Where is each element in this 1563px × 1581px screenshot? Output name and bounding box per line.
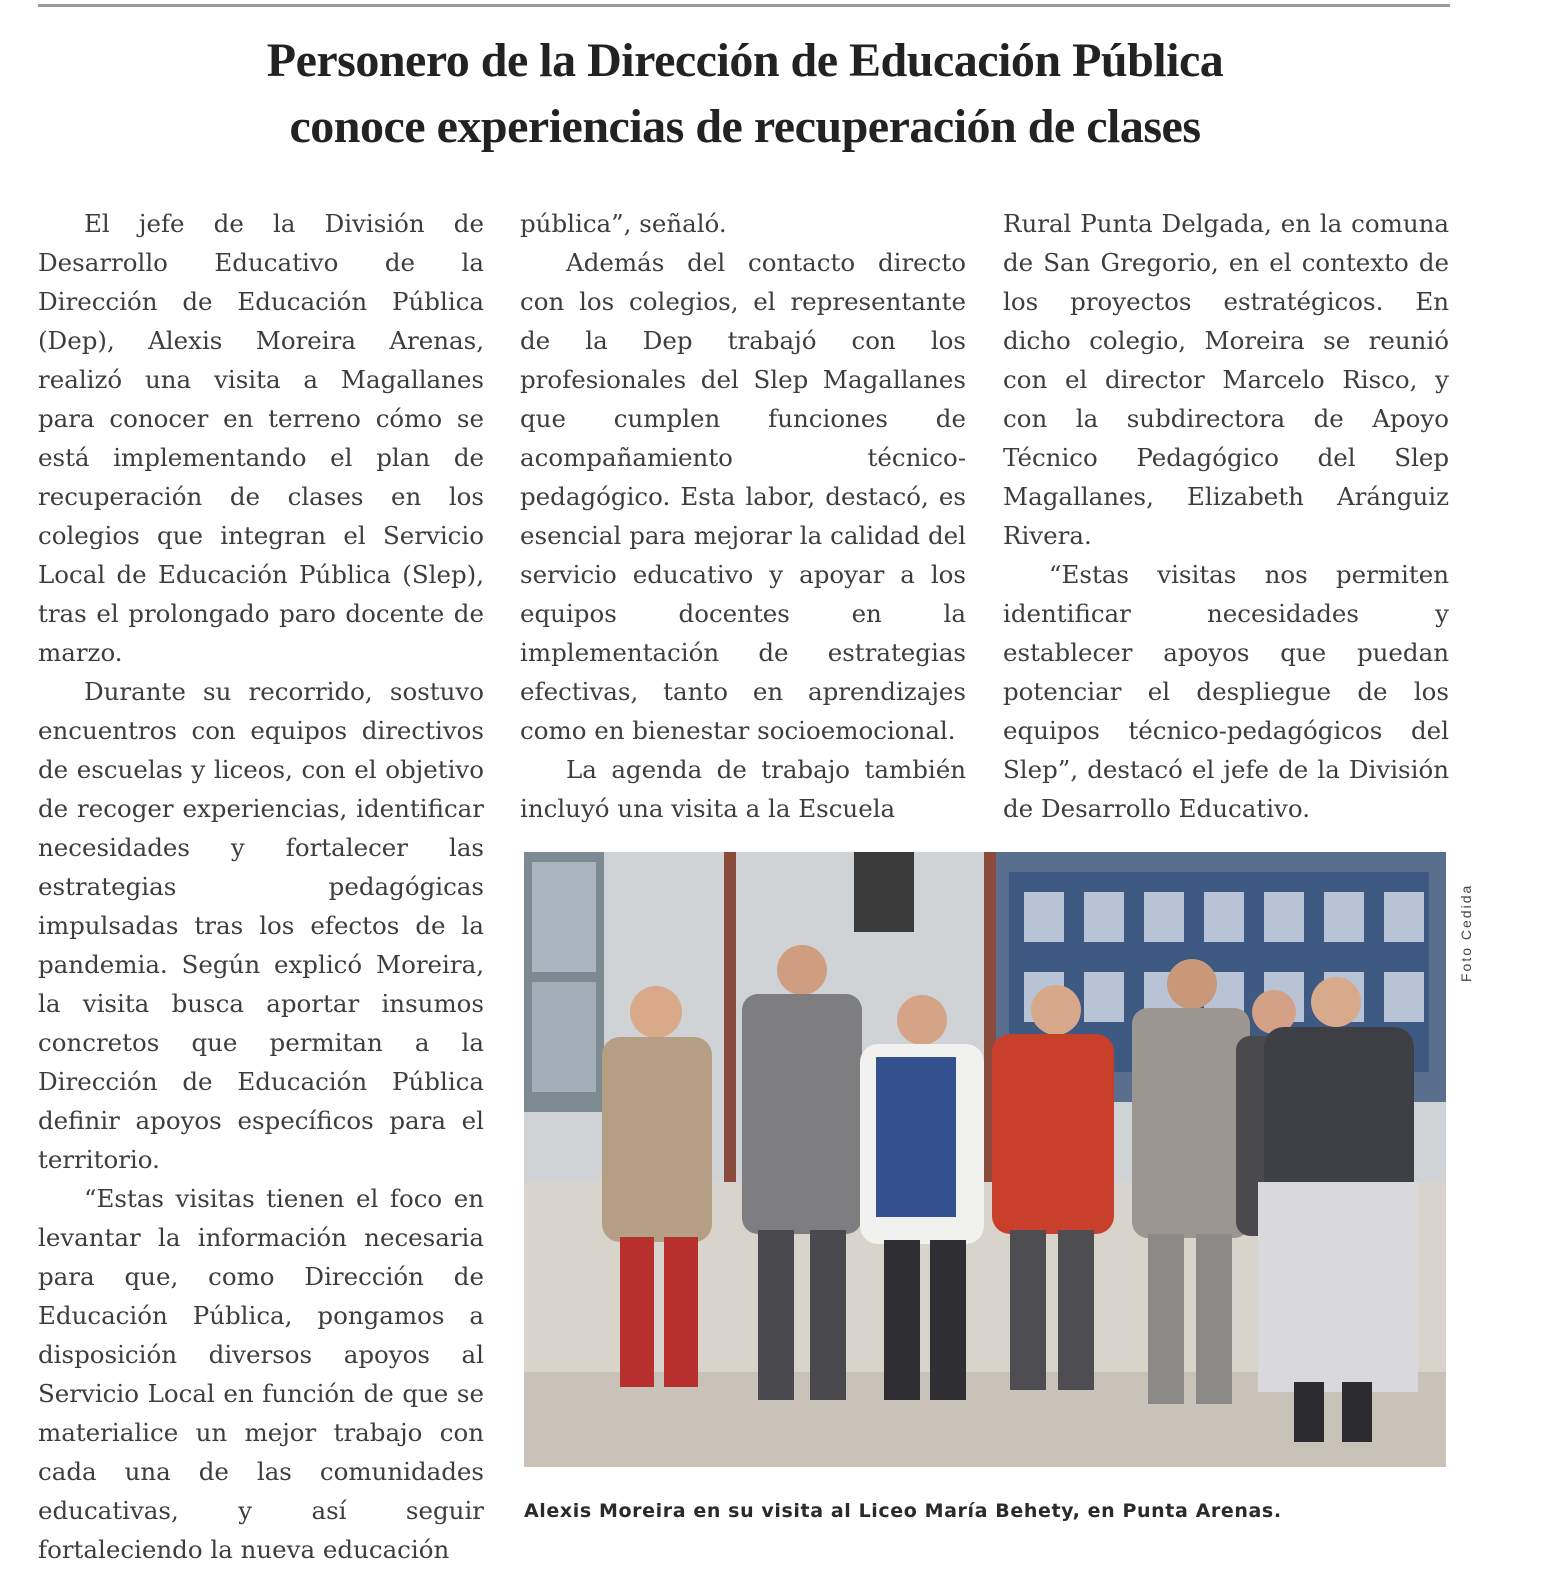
- paragraph: “Estas visitas tienen el foco en levantar la información necesaria para que, como Dirección de Educación Pública, pongamos a disposición diversos apoyos al Servicio Local en función de que se materialice un mejor trabajo con cada una de las comunidades educativas, y así seguir fortaleciendo la nueva educación: [38, 1184, 484, 1564]
- paragraph: “Estas visitas nos permiten identificar necesidades y establecer apoyos que puedan potenciar el despliegue de los equipos técnico-pedagógicos del Slep”, destacó el jefe de la División de Desarrollo Educativo.: [1003, 560, 1449, 823]
- column-1: [38, 204, 484, 1569]
- column-2: [520, 204, 966, 828]
- paragraph-continued: pública”, señaló.: [520, 209, 727, 238]
- headline-line-2: conoce experiencias de recuperación de clases: [289, 100, 1201, 153]
- column-3: [1003, 204, 1449, 828]
- photo-credit: Foto Cedida: [1458, 883, 1474, 982]
- headline-line-1: Personero de la Dirección de Educación Pública: [266, 34, 1224, 87]
- paragraph-continued: Rural Punta Delgada, en la comuna de San Gregorio, en el contexto de los proyectos estratégicos. En dicho colegio, Moreira se reunió con el director Marcelo Risco, y con la subdirectora de Apoyo Técnico Pedagógico del Slep Magallanes, Elizabeth Aránguiz Rivera.: [1003, 209, 1449, 550]
- group-photo: [524, 852, 1446, 1467]
- photo-caption: Alexis Moreira en su visita al Liceo María Behety, en Punta Arenas.: [524, 1500, 1282, 1522]
- paragraph: La agenda de trabajo también incluyó una visita a la Escuela: [520, 755, 966, 823]
- paragraph: Durante su recorrido, sostuvo encuentros con equipos directivos de escuelas y liceos, con el objetivo de recoger experiencias, identificar necesidades y fortalecer las estrategias pedagógicas impulsadas tras los efectos de la pandemia. Según explicó Moreira, la visita busca aportar insumos concretos que permitan a la Dirección de Educación Pública definir apoyos específicos para el territorio.: [38, 677, 484, 1174]
- top-rule: [38, 4, 1450, 7]
- headline: [60, 28, 1430, 160]
- group-photo-illustration: [524, 852, 1446, 1467]
- paragraph: Además del contacto directo con los colegios, el representante de la Dep trabajó con los profesionales del Slep Magallanes que cumplen funciones de acompañamiento técnico-pedagógico. Esta labor, destacó, es esencial para mejorar la calidad del servicio educativo y apoyar a los equipos docentes en la implementación de estrategias efectivas, tanto en aprendizajes como en bienestar socioemocional.: [520, 248, 966, 745]
- paragraph: El jefe de la División de Desarrollo Educativo de la Dirección de Educación Pública (Dep), Alexis Moreira Arenas, realizó una visita a Magallanes para conocer en terreno cómo se está implementando el plan de recuperación de clases en los colegios que integran el Servicio Local de Educación Pública (Slep), tras el prolongado paro docente de marzo.: [38, 209, 484, 667]
